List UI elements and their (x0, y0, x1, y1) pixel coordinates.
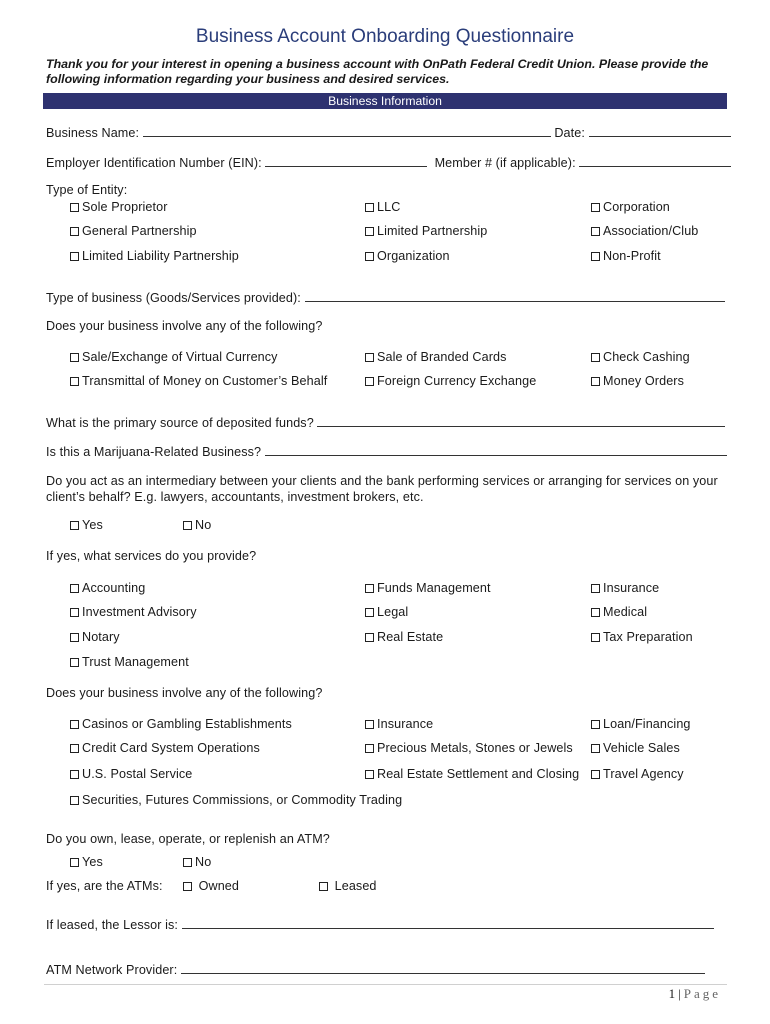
footer-rule (44, 984, 727, 985)
checkbox[interactable] (183, 858, 192, 867)
page-separator: | (678, 986, 681, 1001)
checkbox[interactable] (365, 720, 374, 729)
checkbox[interactable] (591, 353, 600, 362)
atm-owned[interactable]: Owned (183, 879, 239, 893)
page-number: 1 (668, 986, 676, 1001)
intermediary-no[interactable]: No (183, 518, 211, 532)
intermediary-yes[interactable]: Yes (70, 518, 103, 532)
service-option[interactable]: Trust Management (70, 655, 189, 669)
entity-label: Type of Entity: (46, 183, 128, 197)
marijuana-field[interactable] (265, 443, 727, 456)
atm-network-row (46, 961, 705, 977)
involve-option[interactable]: Real Estate Settlement and Closing (365, 767, 579, 781)
deposited-funds-field[interactable] (317, 414, 725, 427)
entity-option[interactable]: Non-Profit (591, 249, 661, 263)
section-band: Business Information (43, 93, 727, 109)
page-footer (669, 986, 721, 1002)
atm-yes[interactable]: Yes (70, 855, 103, 869)
checkbox[interactable] (70, 770, 79, 779)
page-title: Business Account Onboarding Questionnaire (195, 26, 575, 47)
business-name-field[interactable] (143, 124, 551, 137)
entity-option[interactable]: General Partnership (70, 224, 197, 238)
service-option[interactable]: Notary (70, 630, 120, 644)
service-option[interactable]: Legal (365, 605, 408, 619)
atm-question: Do you own, lease, operate, or replenish an ATM? (46, 832, 330, 846)
service-option[interactable]: Funds Management (365, 581, 491, 595)
checkbox[interactable] (70, 252, 79, 261)
date-label: Date: (554, 126, 585, 140)
checkbox[interactable] (365, 353, 374, 362)
checkbox[interactable] (591, 252, 600, 261)
entity-option[interactable]: Organization (365, 249, 450, 263)
checkbox[interactable] (70, 227, 79, 236)
service-option[interactable]: Accounting (70, 581, 145, 595)
atm-no[interactable]: No (183, 855, 211, 869)
involve-option[interactable]: Travel Agency (591, 767, 684, 781)
intro-text: Thank you for your interest in opening a business account with OnPath Federal Credit Union. Please provide the following information regarding your business and desired services. (46, 57, 709, 86)
checkbox[interactable] (319, 882, 328, 891)
atm-are-label: If yes, are the ATMs: (46, 879, 163, 893)
checkbox[interactable] (70, 584, 79, 593)
intermediary-question: Do you act as an intermediary between your clients and the bank performing services or arranging for services on your client’s behalf? E.g. lawyers, accountants, investment brokers, etc. (46, 474, 718, 504)
atm-network-field[interactable] (181, 961, 705, 974)
involve-option[interactable]: Check Cashing (591, 350, 690, 364)
checkbox[interactable] (365, 252, 374, 261)
checkbox[interactable] (591, 377, 600, 386)
involve-option[interactable]: Sale of Branded Cards (365, 350, 507, 364)
involve-option[interactable]: Foreign Currency Exchange (365, 374, 536, 388)
checkbox[interactable] (591, 744, 600, 753)
checkbox[interactable] (70, 720, 79, 729)
involve-option[interactable]: Credit Card System Operations (70, 741, 260, 755)
lessor-label: If leased, the Lessor is: (46, 918, 179, 932)
checkbox[interactable] (591, 227, 600, 236)
entity-option[interactable]: Sole Proprietor (70, 200, 168, 214)
atm-network-label: ATM Network Provider: (46, 963, 178, 977)
involve-option[interactable]: Money Orders (591, 374, 684, 388)
entity-option[interactable]: Association/Club (591, 224, 698, 238)
entity-option[interactable]: LLC (365, 200, 400, 214)
entity-option[interactable]: Corporation (591, 200, 670, 214)
type-of-business-field[interactable] (305, 289, 725, 302)
checkbox[interactable] (365, 377, 374, 386)
service-option[interactable]: Investment Advisory (70, 605, 197, 619)
business-name-label: Business Name: (46, 126, 140, 140)
checkbox[interactable] (365, 633, 374, 642)
deposited-funds-label: What is the primary source of deposited funds? (46, 416, 314, 430)
checkbox[interactable] (591, 608, 600, 617)
involve-option[interactable]: U.S. Postal Service (70, 767, 192, 781)
checkbox[interactable] (183, 882, 192, 891)
checkbox[interactable] (365, 744, 374, 753)
type-of-business-row (46, 289, 725, 305)
involve-option[interactable]: Vehicle Sales (591, 741, 680, 755)
ein-field[interactable] (265, 154, 427, 167)
involve-question: Does your business involve any of the following? (46, 319, 323, 333)
involve-option[interactable]: Sale/Exchange of Virtual Currency (70, 350, 278, 364)
business-name-row (46, 124, 731, 140)
lessor-field[interactable] (182, 916, 714, 929)
checkbox[interactable] (70, 796, 79, 805)
page-word: Page (683, 986, 721, 1001)
checkbox[interactable] (70, 744, 79, 753)
checkbox[interactable] (70, 658, 79, 667)
checkbox[interactable] (70, 633, 79, 642)
checkbox[interactable] (365, 770, 374, 779)
checkbox[interactable] (70, 353, 79, 362)
atm-leased[interactable]: Leased (319, 879, 377, 893)
involve-option[interactable]: Insurance (365, 717, 433, 731)
entity-option[interactable]: Limited Partnership (365, 224, 487, 238)
checkbox[interactable] (70, 858, 79, 867)
type-of-business-label: Type of business (Goods/Services provided): (46, 291, 301, 305)
checkbox[interactable] (591, 633, 600, 642)
entity-option[interactable]: Limited Liability Partnership (70, 249, 239, 263)
deposited-funds-row (46, 414, 725, 430)
involve-option[interactable]: Casinos or Gambling Establishments (70, 717, 292, 731)
involve-option[interactable]: Loan/Financing (591, 717, 691, 731)
ein-label: Employer Identification Number (EIN): (46, 156, 262, 170)
involve-option[interactable]: Securities, Futures Commissions, or Commodity Trading (70, 793, 402, 807)
service-option[interactable]: Medical (591, 605, 647, 619)
checkbox[interactable] (591, 584, 600, 593)
involve-option[interactable]: Precious Metals, Stones or Jewels (365, 741, 573, 755)
checkbox[interactable] (591, 203, 600, 212)
lessor-row (46, 916, 714, 932)
checkbox[interactable] (591, 770, 600, 779)
checkbox[interactable] (70, 608, 79, 617)
ein-row (46, 154, 731, 170)
date-field[interactable] (589, 124, 731, 137)
checkbox[interactable] (70, 203, 79, 212)
member-field[interactable] (579, 154, 731, 167)
service-option[interactable]: Insurance (591, 581, 659, 595)
involve-option[interactable]: Transmittal of Money on Customer’s Behalf (70, 374, 327, 388)
checkbox[interactable] (365, 203, 374, 212)
checkbox[interactable] (365, 584, 374, 593)
service-option[interactable]: Tax Preparation (591, 630, 693, 644)
services-question: If yes, what services do you provide? (46, 549, 257, 563)
checkbox[interactable] (70, 521, 79, 530)
marijuana-row (46, 443, 727, 459)
checkbox[interactable] (365, 227, 374, 236)
checkbox[interactable] (70, 377, 79, 386)
involve-question: Does your business involve any of the following? (46, 686, 323, 700)
checkbox[interactable] (365, 608, 374, 617)
marijuana-label: Is this a Marijuana-Related Business? (46, 445, 262, 459)
checkbox[interactable] (183, 521, 192, 530)
member-label: Member # (if applicable): (434, 156, 576, 170)
checkbox[interactable] (591, 720, 600, 729)
service-option[interactable]: Real Estate (365, 630, 443, 644)
